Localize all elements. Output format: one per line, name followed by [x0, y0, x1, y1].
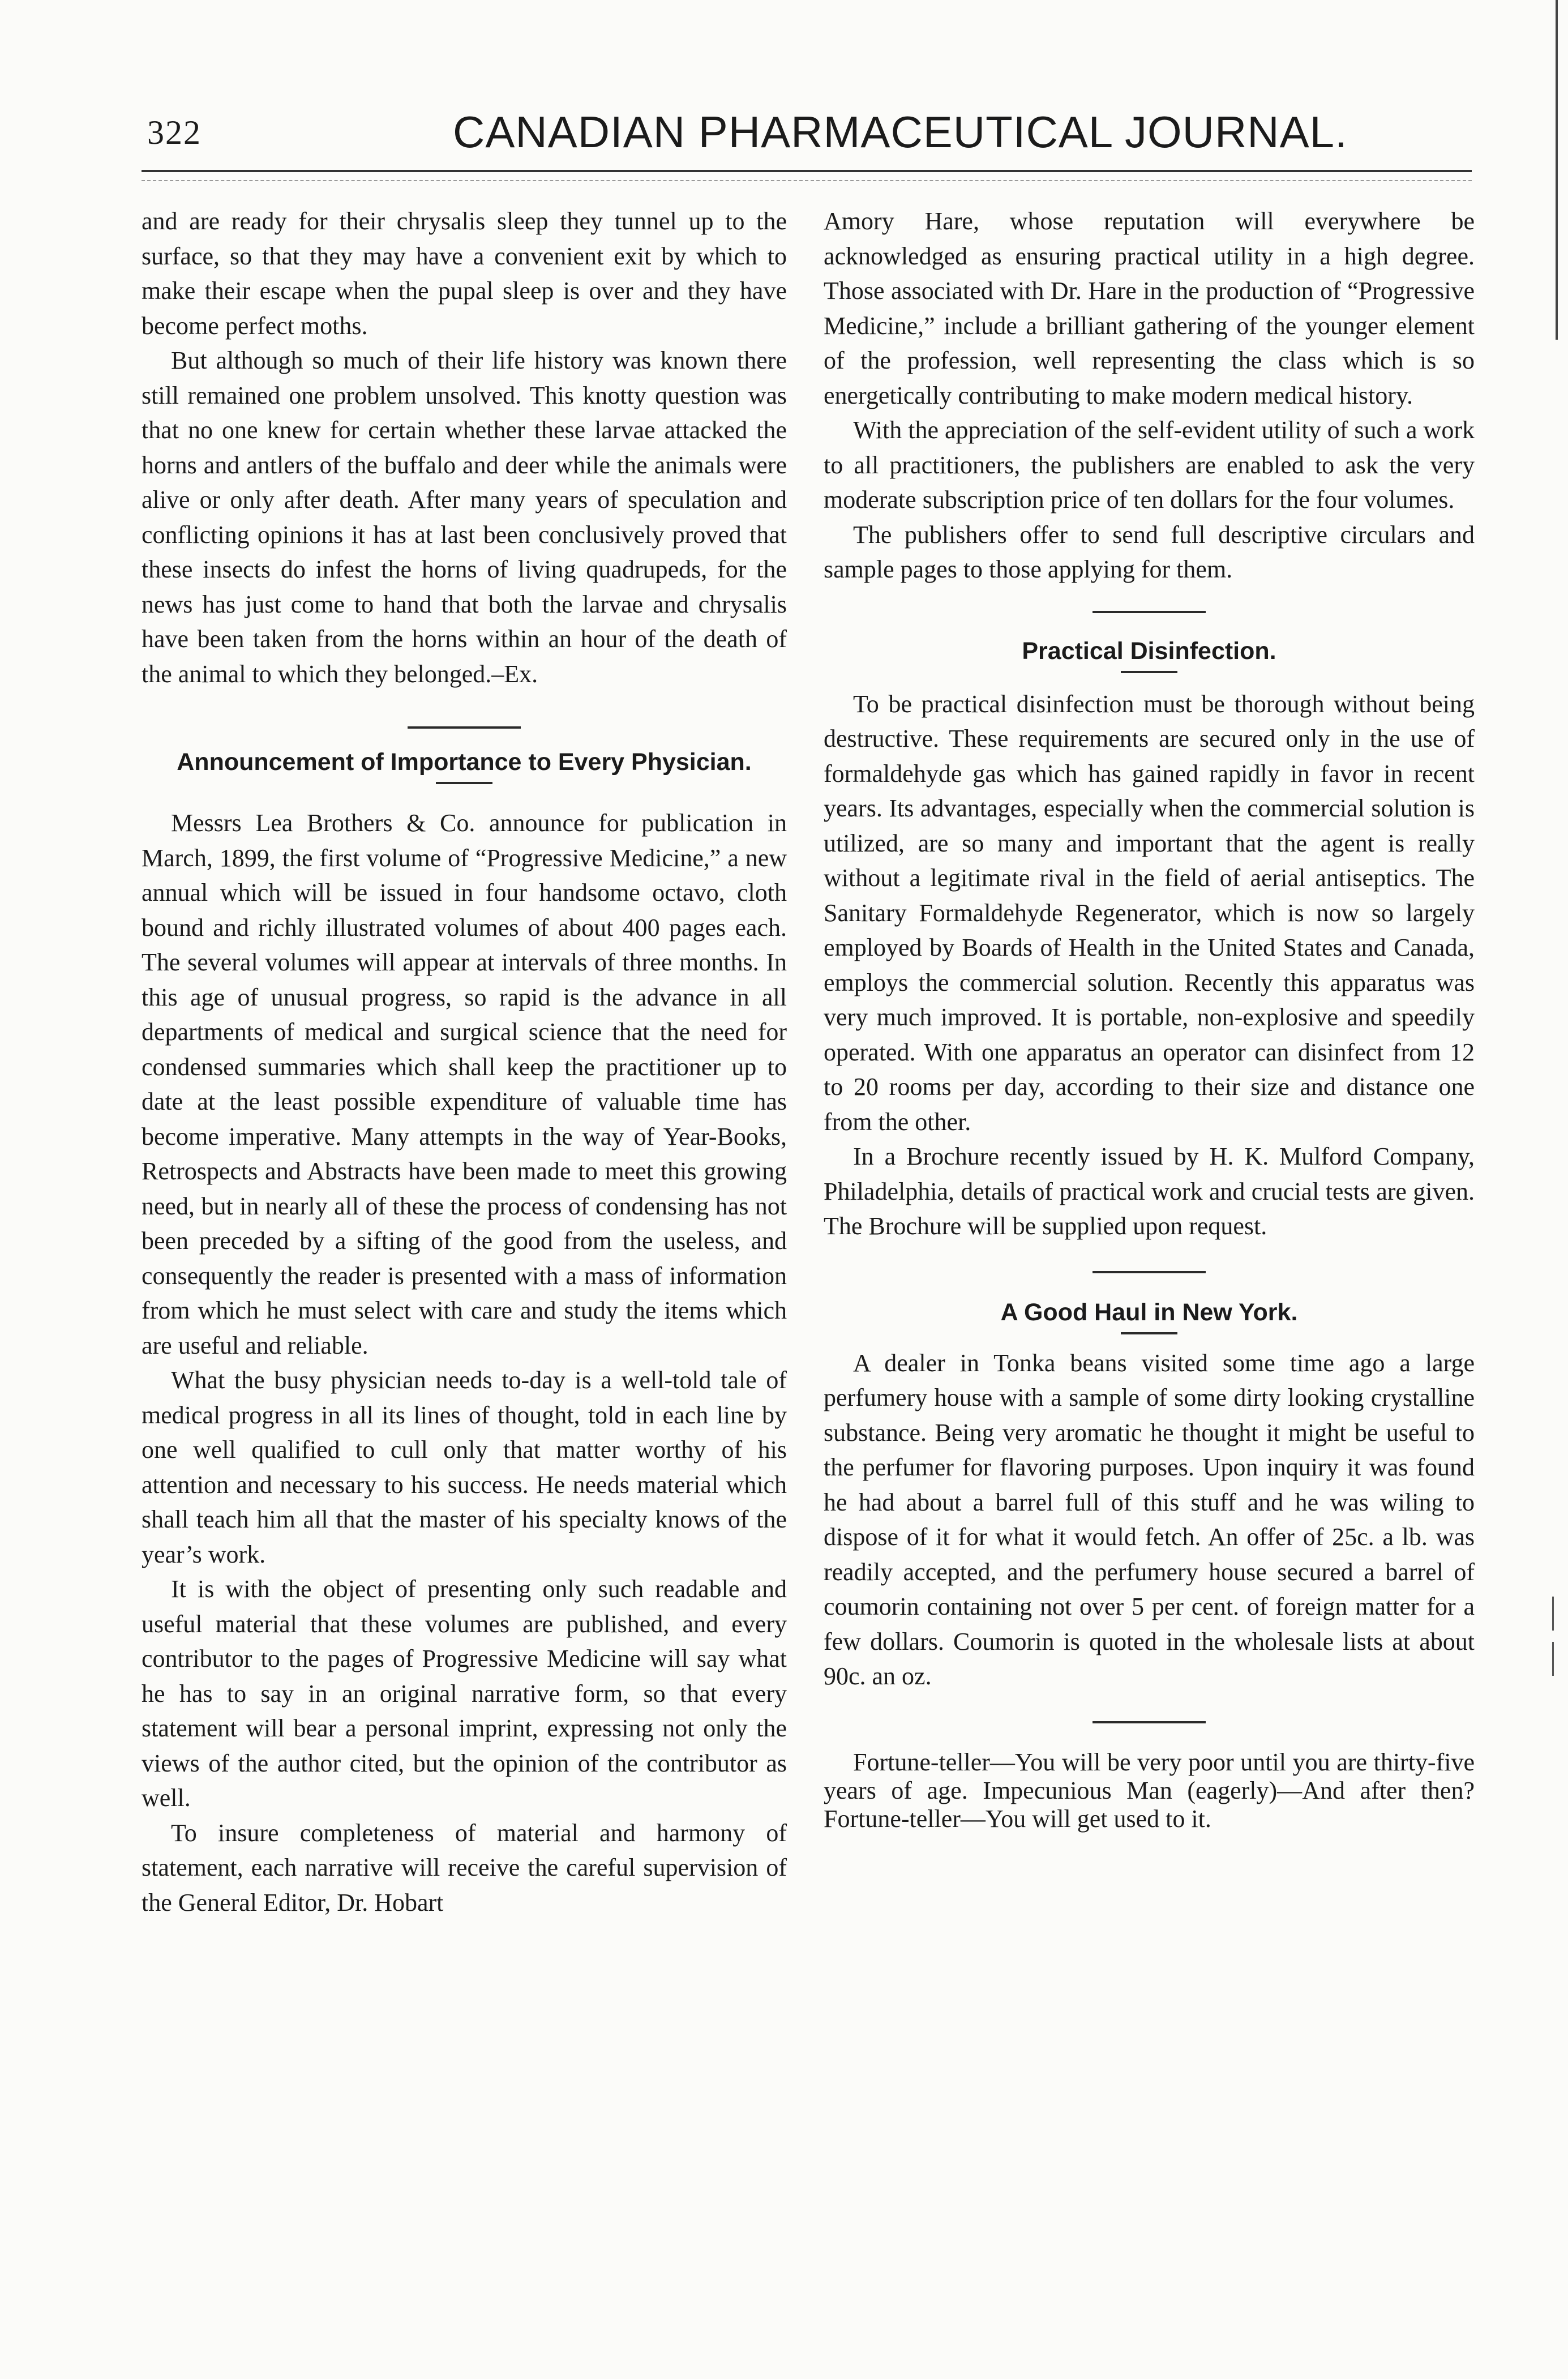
article-paragraph: But although so much of their life history was known there still remained one problem unsolved. This knotty question was that no one knew for certain whether these larvae attacked the horns and antlers of the buffalo and deer while the animals were alive or only after death. After many years of speculation and conflicting opinions it has at last been conclusively proved that these insects do infest the horns of living quadrupeds, for the news has just come to hand that both the larvae and chrysalis have been taken from the horns within an hour of the death of the animal to which they belonged.–Ex. — [142, 346, 787, 688]
article-paragraph: and are ready for their chrysalis sleep they tunnel up to the surface, so that they may have a convenient exit by which to make their escape when the pupal sleep is over and they have become perfect moths. — [142, 207, 787, 340]
article-paragraph: A dealer in Tonka beans visited some time ago a large perfumery house with a sample of some dirty looking crystalline substance. Being very aromatic he thought it might be useful to the perfumer for flavoring purposes. Upon inquiry it was found he had about a barrel full of this stuff and he was wiling to dispose of it for what it would fetch. An offer of 25c. a lb. was readily accepted, and the perfumery house secured a barrel of coumorin containing not over 5 per cent. of foreign matter for a few dollars. Coumorin is quoted in the wholesale lists at about 90c. an oz. — [824, 1349, 1475, 1690]
article-paragraph: The publishers offer to send full descriptive circulars and sample pages to those applying for them. — [824, 520, 1475, 583]
section-heading: A Good Haul in New York. — [1000, 1298, 1298, 1326]
fortune-teller-anecdote: Fortune-teller—You will be very poor until you are thirty-five years of age. Impecunious Man (eagerly)—And after then? Fortune-teller—You will get used to it. — [824, 1748, 1475, 1833]
article-paragraph: To be practical disinfection must be thorough without being destructive. These requirements are secured only in the use of formaldehyde gas which has gained rapidly in favor in recent years. Its advantages, especially when the commercial solution is utilized, are so many and important that the agent is really without a legitimate rival in the field of aerial antiseptics. The Sanitary Formaldehyde Regenerator, which is now so largely employed by Boards of Health in the United States and Canada, employs the commercial solution. Recently this apparatus was very much improved. It is portable, non-explosive and speedily operated. With one apparatus an operator can disinfect from 12 to 20 rooms per day, according to their size and distance one from the other. — [824, 690, 1475, 1136]
margin-mark — [1552, 1597, 1554, 1631]
left-column — [142, 204, 787, 1920]
margin-rule — [1556, 0, 1558, 340]
article-paragraph: It is with the object of presenting only such readable and useful material that these volumes are published, and every contributor to the pages of Progressive Medicine will say what he has to say in an original narrative form, so that every statement will bear a personal imprint, expressing not only the views of the author cited, but the opinion of the contributor as well. — [142, 1575, 787, 1812]
section-heading: Practical Disinfection. — [1022, 637, 1276, 665]
margin-mark — [1552, 1642, 1554, 1676]
page-header — [147, 96, 1472, 164]
article-paragraph: In a Brochure recently issued by H. K. Mulford Company, Philadelphia, details of practical work and crucial tests are given. The Brochure will be supplied upon request. — [824, 1143, 1475, 1240]
article-paragraph: Amory Hare, whose reputation will everywhere be acknowledged as ensuring practical utility in a high degree. Those associated with Dr. Hare in the production of “Progressive Medicine,” include a brilliant gathering of the younger element of the profession, well representing the class which is so energetically contributing to make modern medical history. — [824, 207, 1475, 409]
header-rule-dashed — [142, 180, 1472, 181]
right-column — [824, 204, 1475, 1833]
article-paragraph: With the appreciation of the self-evident utility of such a work to all practitioners, the publishers are enabled to ask the very moderate subscription price of ten dollars for the four volumes. — [824, 416, 1475, 514]
page-number: 322 — [147, 114, 202, 151]
article-paragraph: Messrs Lea Brothers & Co. announce for publication in March, 1899, the first volume of “Progressive Medicine,” a new annual which will be issued in four handsome octavo, cloth bound and richly illustrated volumes of about 400 pages each. The several volumes will appear at intervals of three months. In this age of unusual progress, so rapid is the advance in all departments of medical and surgical science that the need for condensed summaries which shall keep the practitioner up to date at the least possible expenditure of valuable time has become imperative. Many attempts in the way of Year-Books, Retrospects and Abstracts have been made to meet this growing need, but in nearly all of these the process of condensing has not been preceded by a sifting of the good from the useless, and consequently the reader is presented with a mass of information from which he must select with care and study the items which are useful and reliable. — [142, 809, 787, 1359]
journal-title: CANADIAN PHARMACEUTICAL JOURNAL. — [453, 107, 1348, 157]
article-paragraph: What the busy physician needs to-day is a well-told tale of medical progress in all its lines of thought, told in each line by one well qualified to cull only that matter worthy of his attention and necessary to his success. He needs material which shall teach him all that the master of his specialty knows of the year’s work. — [142, 1366, 787, 1568]
article-paragraph: To insure completeness of material and harmony of statement, each narrative will receive the careful supervision of the General Editor, Dr. Hobart — [142, 1819, 787, 1916]
section-heading: Announcement of Importance to Every Physician. — [177, 748, 752, 776]
header-rule — [142, 170, 1472, 172]
